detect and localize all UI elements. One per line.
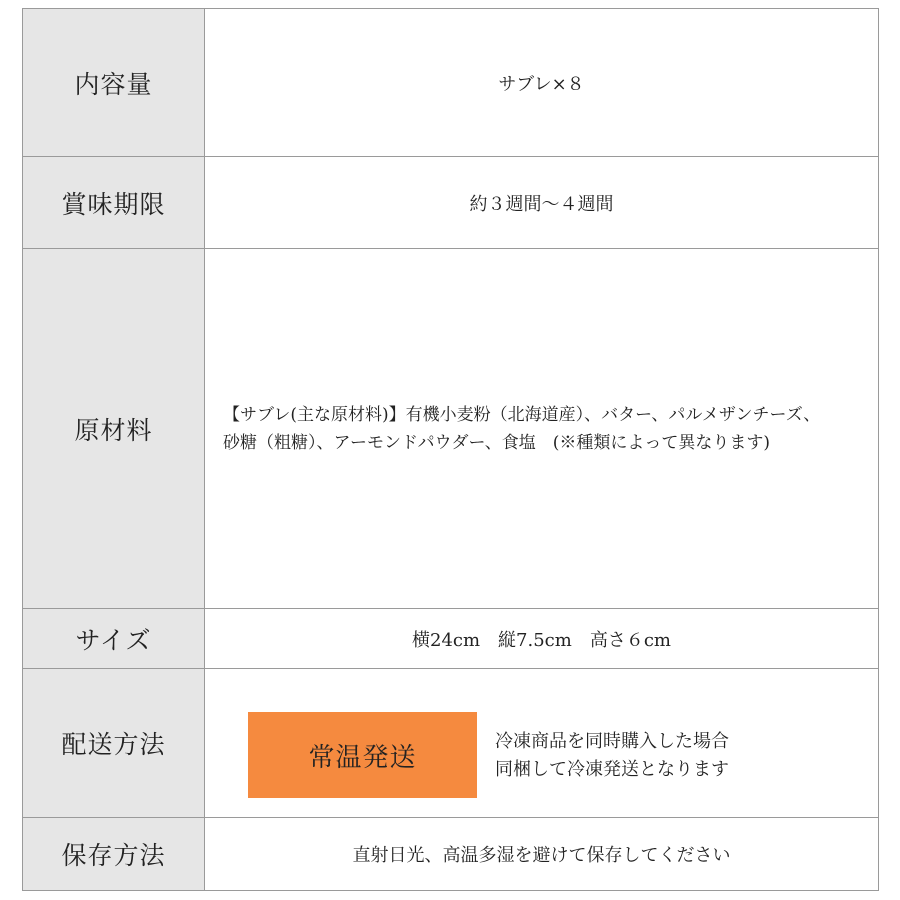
row-value-shipping bbox=[205, 669, 878, 817]
ingredients-line-1: 【サブレ(主な原材料)】有機小麦粉（北海道産）、バター、パルメザンチーズ、 bbox=[223, 404, 821, 425]
row-label-shipping: 配送方法 bbox=[23, 669, 205, 817]
row-label-expiry: 賞味期限 bbox=[23, 157, 205, 248]
row-value-contents: サブレ×８ bbox=[498, 73, 585, 95]
row-label-contents: 内容量 bbox=[23, 9, 205, 156]
shipping-method-badge: 常温発送 bbox=[248, 712, 477, 798]
row-label-storage: 保存方法 bbox=[23, 818, 205, 890]
row-value-ingredients bbox=[205, 249, 878, 608]
ingredients-text bbox=[223, 401, 820, 457]
table-row-contents bbox=[23, 9, 878, 157]
table-row-expiry bbox=[23, 157, 878, 249]
table-row-shipping bbox=[23, 669, 878, 818]
product-info-table bbox=[22, 8, 879, 891]
ingredients-line-2: 砂糖（粗糖）、アーモンドパウダー、食塩 (※種類によって異なります) bbox=[223, 432, 771, 453]
table-row-ingredients bbox=[23, 249, 878, 609]
table-row-storage bbox=[23, 818, 878, 890]
shipping-note-line-1: 冷凍商品を同時購入した場合 bbox=[495, 731, 729, 752]
row-value-storage: 直射日光、高温多湿を避けて保存してください bbox=[352, 845, 731, 866]
shipping-note-line-2: 同梱して冷凍発送となります bbox=[495, 759, 729, 780]
shipping-note bbox=[495, 728, 729, 784]
table-row-size bbox=[23, 609, 878, 669]
row-label-ingredients: 原材料 bbox=[23, 249, 205, 608]
row-value-size: 横24cm 縦7.5cm 高さ６cm bbox=[412, 629, 671, 651]
row-value-expiry: 約３週間～４週間 bbox=[469, 193, 614, 215]
row-label-size: サイズ bbox=[23, 609, 205, 668]
